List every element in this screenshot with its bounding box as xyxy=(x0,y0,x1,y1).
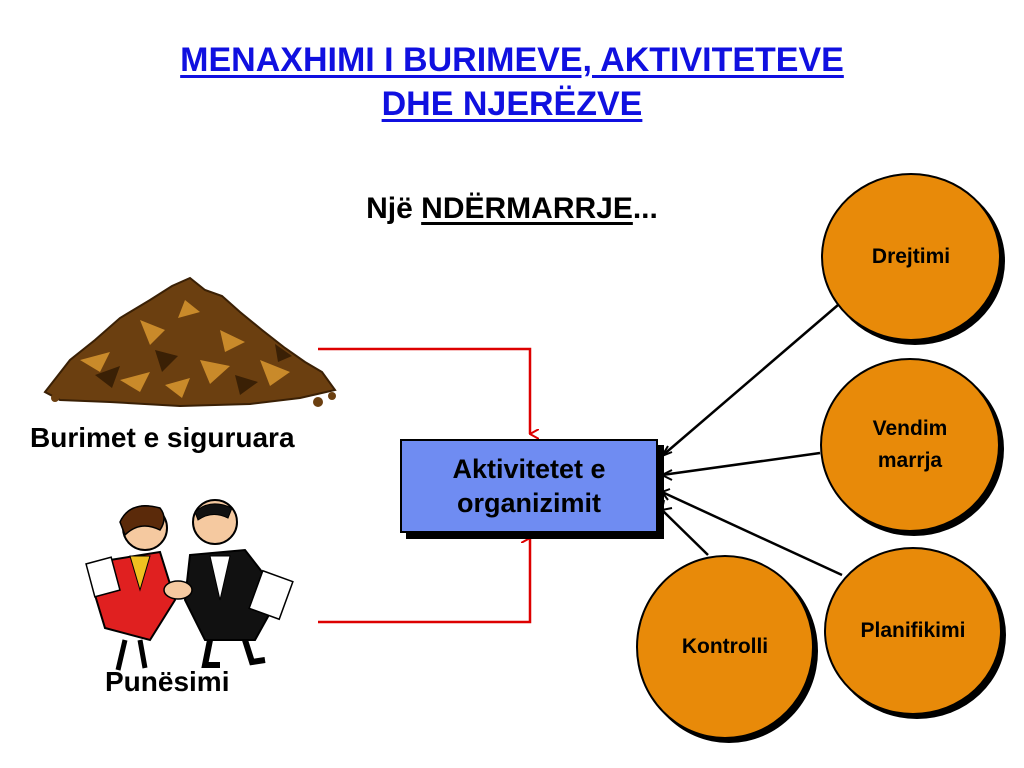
circle-kontrolli xyxy=(636,555,814,739)
subtitle-suffix: ... xyxy=(632,192,658,225)
subtitle-prefix: Një xyxy=(366,192,422,225)
kontrolli-label: Kontrolli xyxy=(681,635,769,658)
employment-label: Punësimi xyxy=(105,666,230,697)
resources-label: Burimet e siguruara xyxy=(30,422,295,453)
drejtimi-label: Drejtimi xyxy=(871,245,951,268)
circle-planifikimi xyxy=(824,547,1002,715)
employment-arrow xyxy=(318,538,530,622)
circle-drejtimi xyxy=(821,173,1001,341)
organization-activities-box xyxy=(400,439,658,533)
planifikimi-label: Planifikimi xyxy=(860,619,966,642)
resources-arrow xyxy=(318,349,530,434)
kontrolli-connector xyxy=(662,510,708,555)
pile-of-dirt-illustration xyxy=(45,278,336,407)
title-line-2: DHE NJERËZVE xyxy=(381,85,643,123)
drejtimi-connector xyxy=(662,305,838,456)
circle-vendimmarrja xyxy=(820,358,1000,532)
subtitle-keyword: NDËRMARRJE xyxy=(421,192,633,225)
title-line-1: MENAXHIMI I BURIMEVE, AKTIVITETEVE xyxy=(180,41,844,79)
handshake-business-people-illustration xyxy=(86,500,293,670)
function-arrowheads xyxy=(662,446,672,510)
vendimmarrja-connector xyxy=(662,453,820,475)
organization-activities-label: Aktivitetet e organizimit xyxy=(452,454,606,518)
vendimmarrja-label: Vendim marrja xyxy=(872,417,948,472)
